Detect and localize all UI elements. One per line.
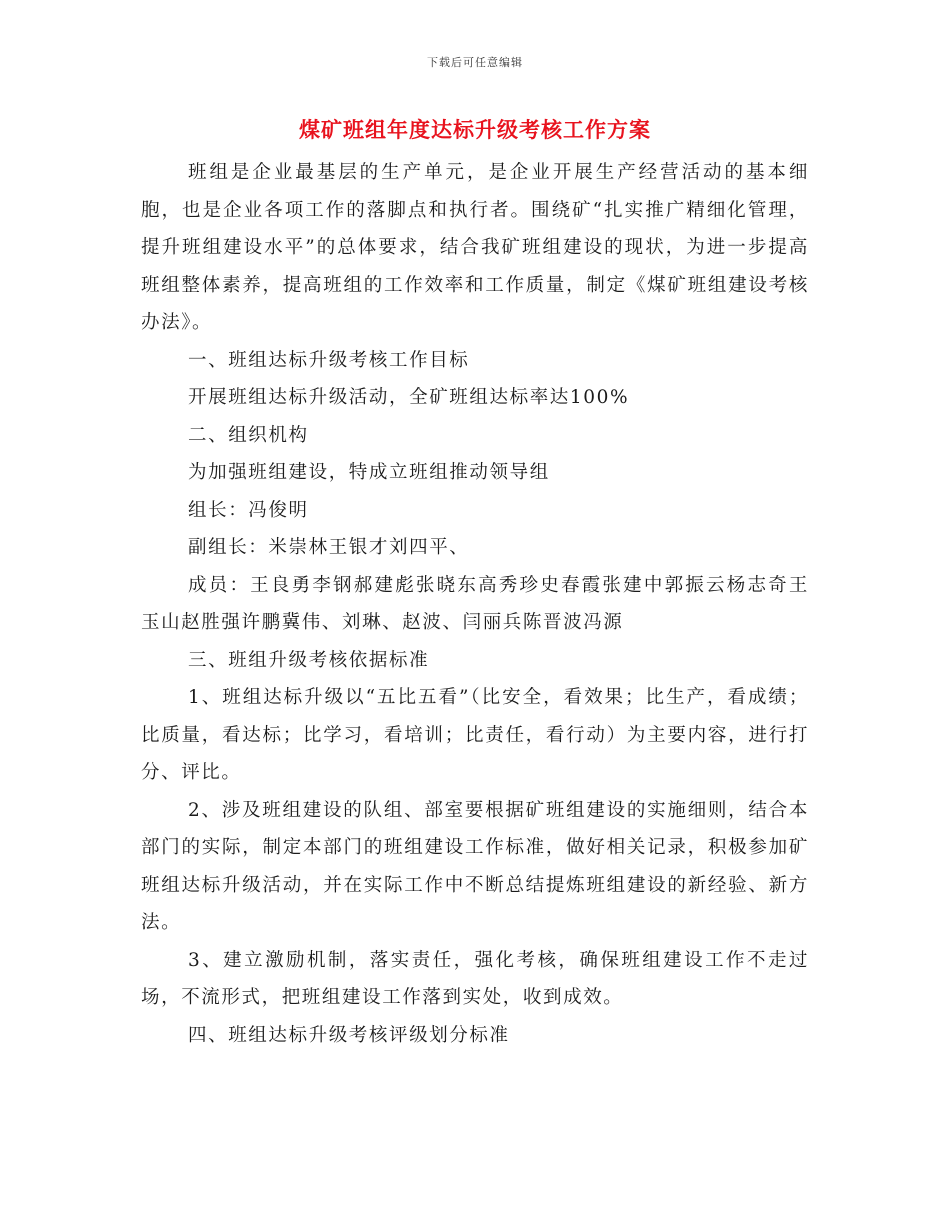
- paragraph-intro: 班组是企业最基层的生产单元，是企业开展生产经营活动的基本细胞，也是企业各项工作的落脚点和执行者。围绕矿“扎实推广精细化管理，提升班组建设水平”的总体要求，结合我矿班组建设的现状，为进一步提高班组整体素养，提高班组的工作效率和工作质量，制定《煤矿班组建设考核办法》。: [141, 162, 809, 333]
- section-heading-standards: 三、班组升级考核依据标准: [188, 649, 430, 671]
- section-heading-grading: 四、班组达标升级考核评级划分标准: [188, 1024, 510, 1046]
- paragraph-goal: 开展班组达标升级活动，全矿班组达标率达100%: [188, 387, 630, 408]
- document-title: 煤矿班组年度达标升级考核工作方案: [299, 117, 651, 142]
- header-note: 下载后可任意编辑: [427, 56, 523, 69]
- paragraph-leader: 组长：冯俊明: [188, 499, 309, 521]
- document-body: [141, 154, 809, 1054]
- section-heading-organization: 二、组织机构: [188, 424, 309, 446]
- paragraph-organization: 为加强班组建设，特成立班组推动领导组: [188, 462, 550, 483]
- paragraph-standard-1: 1、班组达标升级以“五比五看”（比安全，看效果；比生产，看成绩；比质量，看达标；比学习，看培训；比责任，看行动）为主要内容，进行打分、评比。: [141, 687, 809, 783]
- paragraph-deputy-leaders: 副组长：米崇林王银才刘四平、: [188, 537, 470, 558]
- section-heading-goal: 一、班组达标升级考核工作目标: [188, 349, 470, 371]
- paragraph-members: 成员：王良勇李钢郝建彪张晓东高秀珍史春霞张建中郭振云杨志奇王玉山赵胜强许鹏冀伟、刘琳、赵波、闫丽兵陈晋波冯源: [141, 574, 809, 633]
- paragraph-standard-3: 3、建立激励机制，落实责任，强化考核，确保班组建设工作不走过场，不流形式，把班组建设工作落到实处，收到成效。: [141, 949, 809, 1008]
- paragraph-standard-2: 2、涉及班组建设的队组、部室要根据矿班组建设的实施细则，结合本部门的实际，制定本部门的班组建设工作标准，做好相关记录，积极参加矿班组达标升级活动，并在实际工作中不断总结提炼班组建设的新经验、新方法。: [141, 799, 809, 933]
